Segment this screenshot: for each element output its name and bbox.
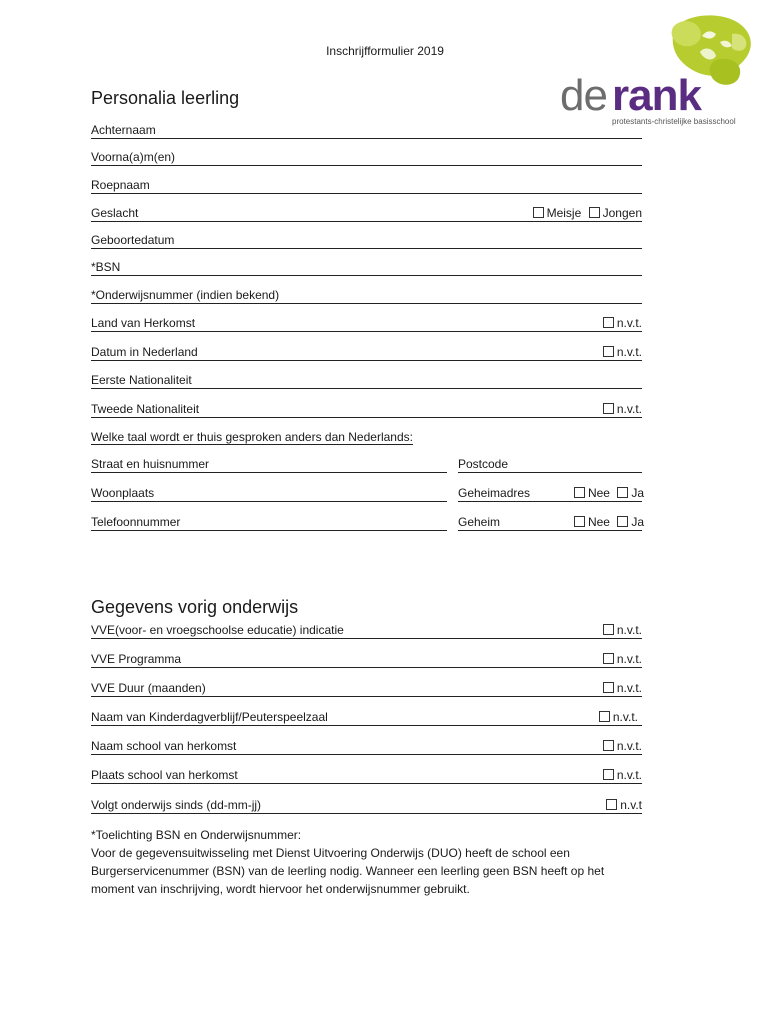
option-label: n.v.t. <box>616 739 642 753</box>
bsn-explanation-note <box>91 826 651 898</box>
option-label: n.v.t. <box>616 345 642 359</box>
option-label: Meisje <box>546 206 582 220</box>
option-nee[interactable] <box>574 486 610 500</box>
field-geheim[interactable] <box>458 514 642 531</box>
document-title: Inschrijfformulier 2019 <box>326 44 444 58</box>
field-label: VVE Programma <box>91 652 182 666</box>
field-label: Land van Herkomst <box>91 316 196 330</box>
geslacht-options <box>533 206 642 220</box>
checkbox-nvt[interactable] <box>603 624 614 635</box>
option-nvt[interactable] <box>603 345 642 359</box>
option-label: Nee <box>587 515 610 529</box>
option-label: Ja <box>631 486 644 500</box>
option-label: n.v.t. <box>616 681 642 695</box>
note-line: Burgerservicenummer (BSN) van de leerling nodig. Wanneer een leerling geen BSN heeft op het <box>91 864 605 878</box>
checkbox-ja[interactable] <box>617 516 628 527</box>
checkbox-nvt[interactable] <box>603 682 614 693</box>
option-nvt[interactable] <box>603 739 642 753</box>
option-nvt[interactable] <box>603 681 642 695</box>
field-label: Voorna(a)m(en) <box>91 150 176 164</box>
note-line: Voor de gegevensuitwisseling met Dienst Uitvoering Onderwijs (DUO) heeft de school een <box>91 846 570 860</box>
option-label: Jongen <box>602 206 642 220</box>
checkbox-nvt[interactable] <box>606 799 617 810</box>
field-label: VVE Duur (maanden) <box>91 681 206 695</box>
field-label: Postcode <box>458 457 509 471</box>
checkbox-ja[interactable] <box>617 487 628 498</box>
field-achternaam[interactable] <box>91 122 642 139</box>
logo-text-rank: rank <box>612 71 701 120</box>
field-eerste-nationaliteit[interactable] <box>91 372 642 389</box>
field-plaats-school[interactable] <box>91 767 642 784</box>
option-nvt[interactable] <box>603 316 642 330</box>
logo-text-de: de <box>560 71 607 120</box>
section-heading-vorig-onderwijs: Gegevens vorig onderwijs <box>91 597 299 617</box>
option-label: n.v.t <box>620 798 642 812</box>
option-label: n.v.t. <box>616 652 642 666</box>
field-woonplaats[interactable] <box>91 485 447 502</box>
option-ja[interactable] <box>617 515 644 529</box>
checkbox-meisje[interactable] <box>533 207 544 218</box>
option-label: n.v.t. <box>616 316 642 330</box>
field-label: Volgt onderwijs sinds (dd-mm-jj) <box>91 798 262 812</box>
field-onderwijsnummer[interactable] <box>91 287 642 304</box>
field-label: Geheim <box>458 515 501 529</box>
option-label: n.v.t. <box>616 768 642 782</box>
field-label: Achternaam <box>91 123 156 137</box>
field-label: Naam van Kinderdagverblijf/Peuterspeelzaal <box>91 710 328 724</box>
field-label: Geslacht <box>91 206 139 220</box>
note-line: moment van inschrijving, wordt hiervoor het onderwijsnummer gebruikt. <box>91 882 470 896</box>
option-meisje[interactable] <box>533 206 582 220</box>
field-label: Welke taal wordt er thuis gesproken anders dan Nederlands: <box>91 430 413 444</box>
field-vve-duur[interactable] <box>91 680 642 697</box>
checkbox-nvt[interactable] <box>603 403 614 414</box>
field-bsn[interactable] <box>91 259 642 276</box>
field-thuistaal[interactable] <box>91 430 413 444</box>
option-nvt[interactable] <box>603 623 642 637</box>
checkbox-nvt[interactable] <box>603 346 614 357</box>
field-telefoonnummer[interactable] <box>91 514 447 531</box>
field-vve-indicatie[interactable] <box>91 622 642 639</box>
field-vve-programma[interactable] <box>91 651 642 668</box>
option-jongen[interactable] <box>589 206 642 220</box>
field-onderwijs-sinds[interactable] <box>91 797 642 814</box>
option-ja[interactable] <box>617 486 644 500</box>
field-label: Plaats school van herkomst <box>91 768 238 782</box>
field-voornamen[interactable] <box>91 149 642 166</box>
field-tweede-nationaliteit[interactable] <box>91 401 642 418</box>
field-label: *Onderwijsnummer (indien bekend) <box>91 288 280 302</box>
field-datum-nederland[interactable] <box>91 344 642 361</box>
field-geheimadres[interactable] <box>458 485 642 502</box>
field-label: Naam school van herkomst <box>91 739 237 753</box>
field-label: VVE(voor- en vroegschoolse educatie) indicatie <box>91 623 344 637</box>
option-label: n.v.t. <box>616 402 642 416</box>
geheimadres-options <box>574 486 644 500</box>
geheim-options <box>574 515 644 529</box>
note-line: *Toelichting BSN en Onderwijsnummer: <box>91 828 302 842</box>
field-label: Geheimadres <box>458 486 531 500</box>
checkbox-nvt[interactable] <box>599 711 610 722</box>
field-geslacht[interactable] <box>91 205 642 222</box>
option-label: Nee <box>587 486 610 500</box>
checkbox-nee[interactable] <box>574 516 585 527</box>
option-nvt[interactable] <box>603 768 642 782</box>
field-straat[interactable] <box>91 456 447 473</box>
logo-tagline: protestants-christelijke basisschool <box>612 117 736 126</box>
section-heading-personalia: Personalia leerling <box>91 88 240 108</box>
checkbox-jongen[interactable] <box>589 207 600 218</box>
field-roepnaam[interactable] <box>91 177 642 194</box>
field-land-herkomst[interactable] <box>91 315 642 332</box>
option-label: Ja <box>631 515 644 529</box>
checkbox-nvt[interactable] <box>603 653 614 664</box>
option-nvt[interactable] <box>599 710 638 724</box>
checkbox-nvt[interactable] <box>603 769 614 780</box>
field-label: Tweede Nationaliteit <box>91 402 200 416</box>
field-label: Roepnaam <box>91 178 150 192</box>
checkbox-nvt[interactable] <box>603 317 614 328</box>
field-label: *BSN <box>91 260 121 274</box>
school-logo <box>556 12 756 130</box>
field-geboortedatum[interactable] <box>91 232 642 249</box>
field-label: Geboortedatum <box>91 233 175 247</box>
option-nee[interactable] <box>574 515 610 529</box>
option-label: n.v.t. <box>616 623 642 637</box>
option-nvt[interactable] <box>603 402 642 416</box>
field-label: Woonplaats <box>91 486 155 500</box>
field-school-herkomst[interactable] <box>91 738 642 755</box>
field-label: Datum in Nederland <box>91 345 198 359</box>
field-postcode[interactable] <box>458 456 642 473</box>
field-kinderdagverblijf[interactable] <box>91 709 642 726</box>
option-nvt[interactable] <box>603 652 642 666</box>
field-label: Eerste Nationaliteit <box>91 373 192 387</box>
checkbox-nvt[interactable] <box>603 740 614 751</box>
checkbox-nee[interactable] <box>574 487 585 498</box>
field-label: Straat en huisnummer <box>91 457 210 471</box>
field-label: Telefoonnummer <box>91 515 181 529</box>
option-nvt[interactable] <box>606 798 642 812</box>
option-label: n.v.t. <box>612 710 638 724</box>
